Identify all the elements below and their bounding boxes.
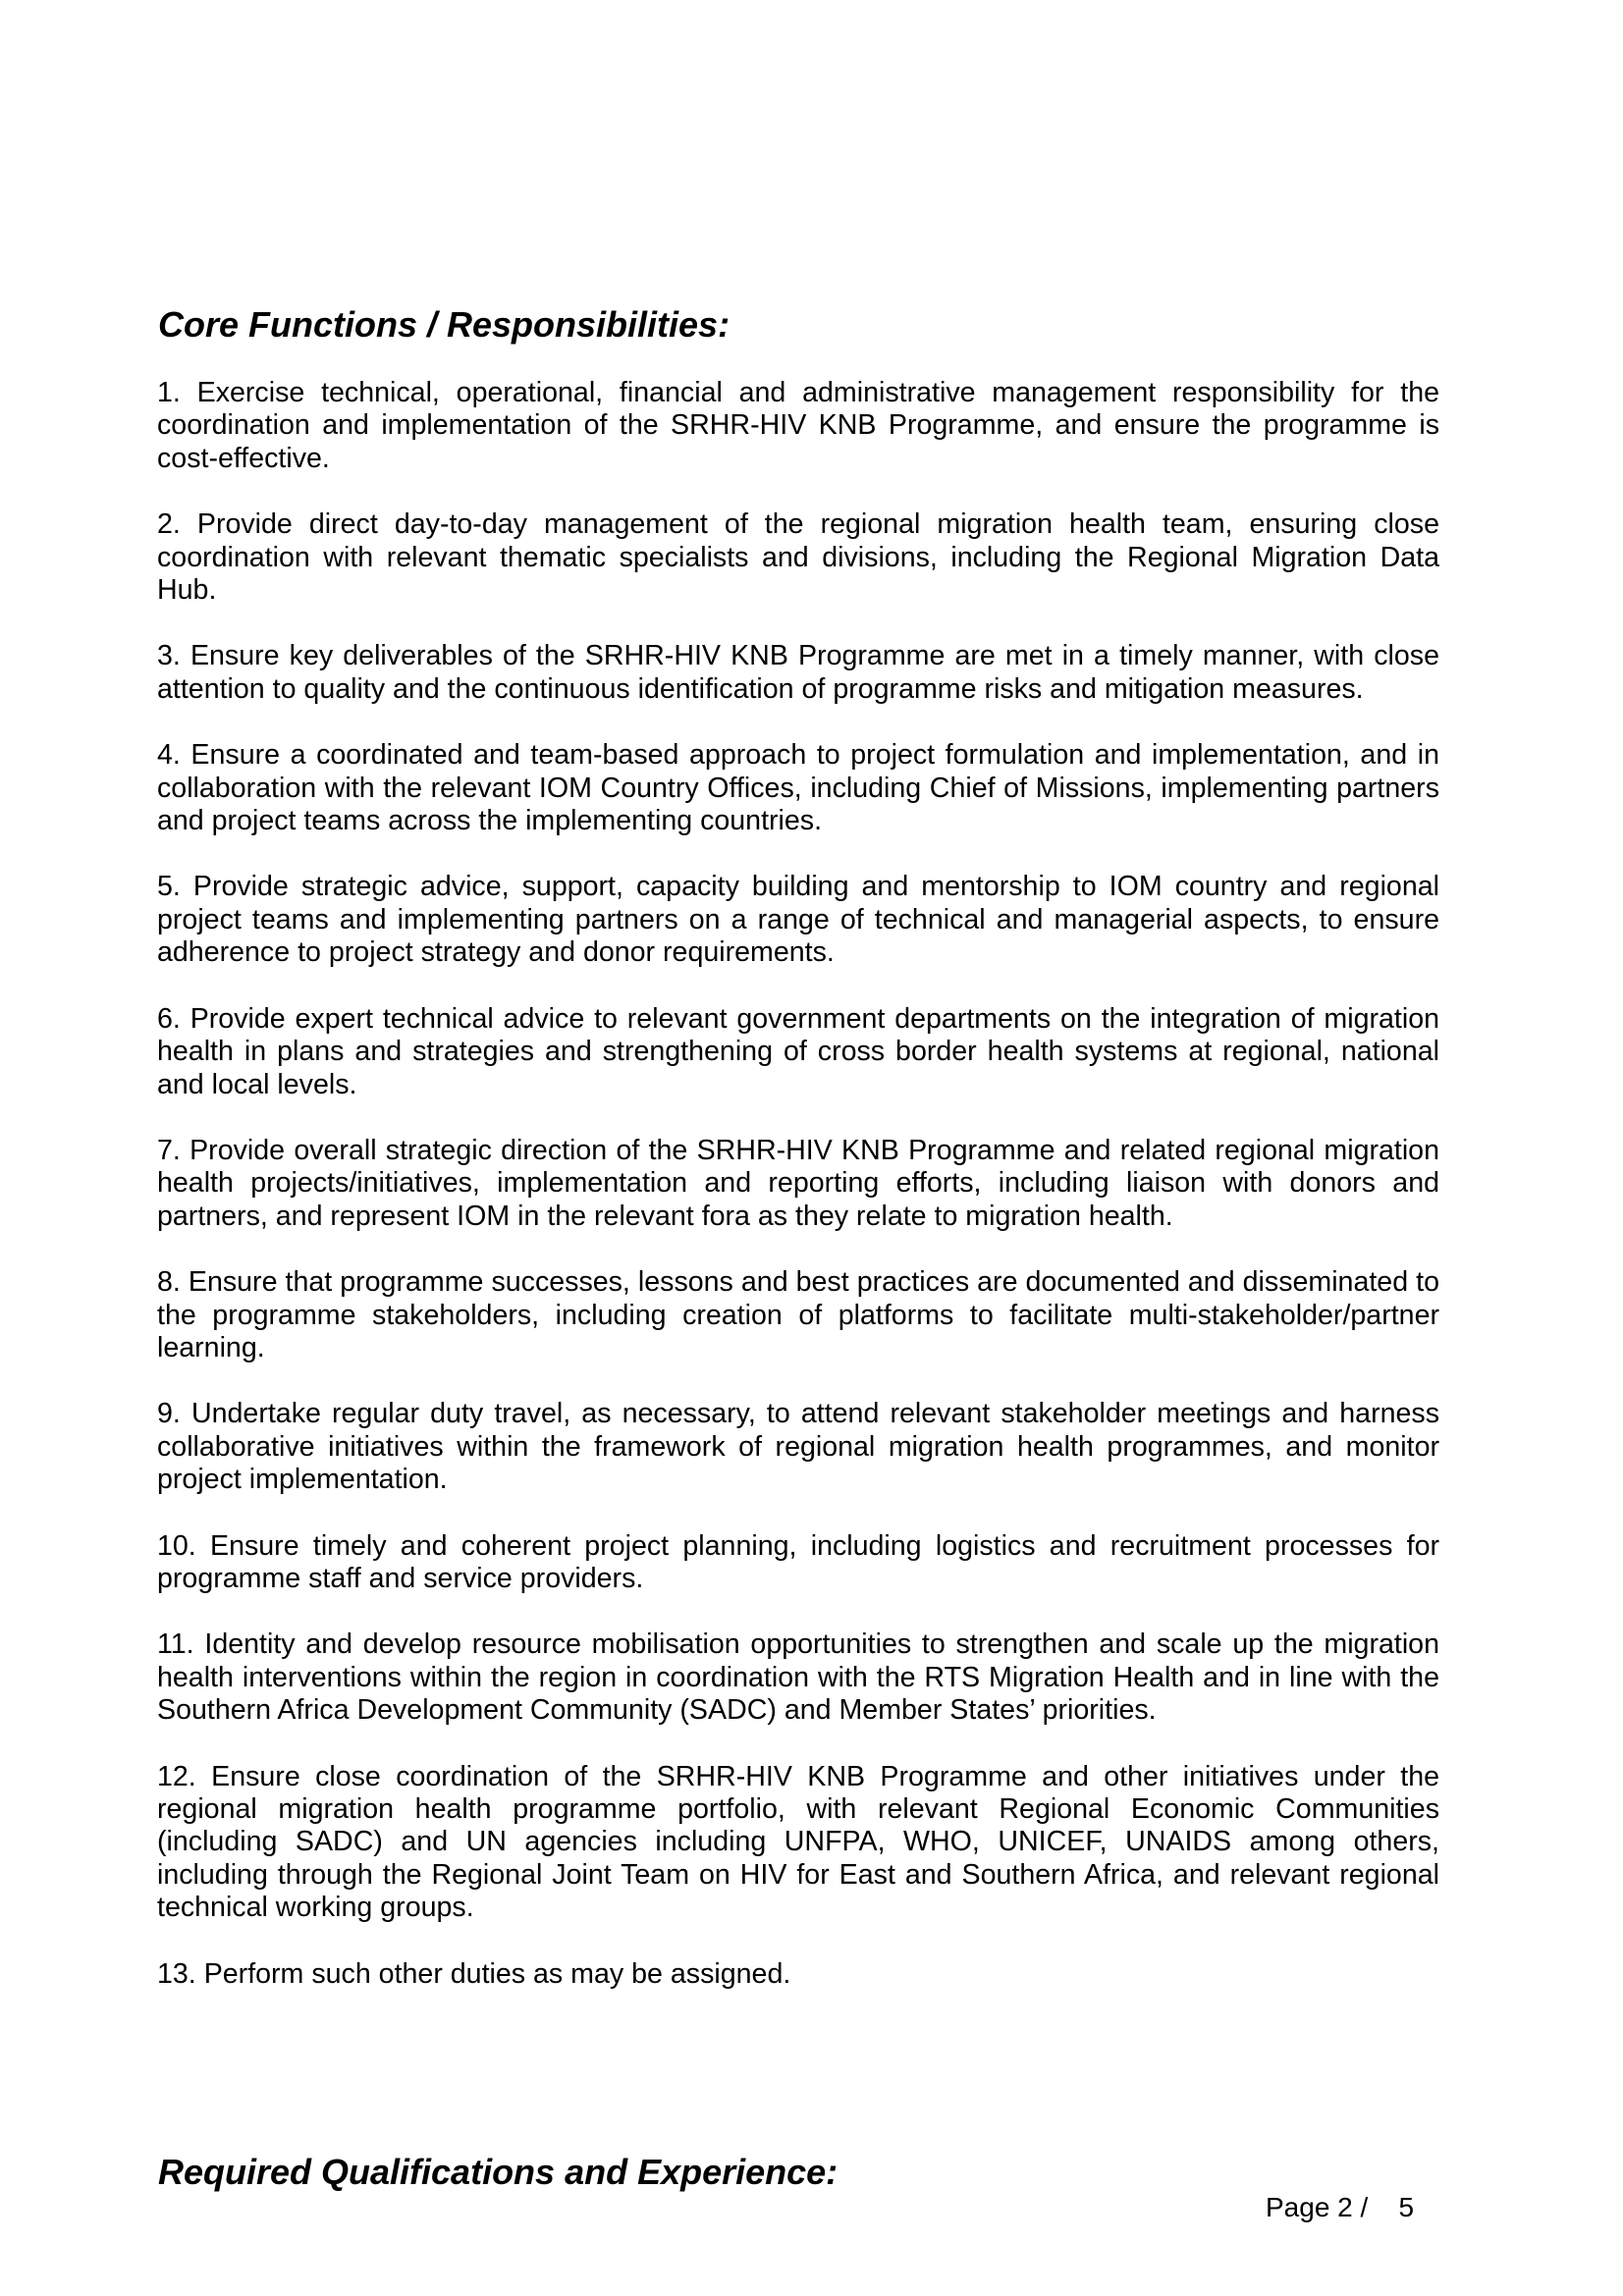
responsibility-item: 12. Ensure close coordination of the SRHR-HIV KNB Programme and other initiatives under the regional migration health programme portfolio, with relevant Regional Economic Communities (including SADC) and UN agencies including UNFPA, WHO, UNICEF, UNAIDS among others, including through the Regional Joint Team on HIV for East and Southern Africa, and relevant regional technical working groups. <box>157 1760 1439 1924</box>
page-number-label: Page 2 / <box>1266 2192 1369 2222</box>
responsibility-item: 3. Ensure key deliverables of the SRHR-HIV KNB Programme are met in a timely manner, with close attention to quality and the continuous identification of programme risks and mitigation measures. <box>157 640 1439 705</box>
page-total: 5 <box>1398 2192 1415 2222</box>
responsibility-item: 2. Provide direct day-to-day management of the regional migration health team, ensuring close coordination with relevant thematic specialists and divisions, including the Regional Migration Data Hub. <box>157 508 1439 607</box>
responsibility-item: 6. Provide expert technical advice to relevant government departments on the integration of migration health in plans and strategies and strengthening of cross border health systems at regional, national and local levels. <box>157 1002 1439 1100</box>
responsibility-item: 11. Identity and develop resource mobilisation opportunities to strengthen and scale up the migration health interventions within the region in coordination with the RTS Migration Health and in line with the Southern Africa Development Community (SADC) and Member States’ priorities. <box>157 1629 1439 1727</box>
core-functions-heading: Core Functions / Responsibilities: <box>158 304 730 345</box>
responsibility-item: 5. Provide strategic advice, support, capacity building and mentorship to IOM country and regional project teams and implementing partners on a range of technical and managerial aspects, to ensure adherence to project strategy and donor requirements. <box>157 871 1439 969</box>
responsibility-item: 8. Ensure that programme successes, lessons and best practices are documented and disseminated to the programme stakeholders, including creation of platforms to facilitate multi-stakeholder/partner learning. <box>157 1266 1439 1363</box>
responsibility-item: 4. Ensure a coordinated and team-based approach to project formulation and implementation, and in collaboration with the relevant IOM Country Offices, including Chief of Missions, implementing partners and project teams across the implementing countries. <box>157 739 1439 837</box>
responsibility-item: 1. Exercise technical, operational, financial and administrative management responsibility for the coordination and implementation of the SRHR-HIV KNB Programme, and ensure the programme is cost-effective. <box>157 377 1439 474</box>
responsibility-item: 10. Ensure timely and coherent project planning, including logistics and recruitment processes for programme staff and service providers. <box>157 1529 1439 1594</box>
responsibility-item: 7. Provide overall strategic direction of the SRHR-HIV KNB Programme and related regional migration health projects/initiatives, implementation and reporting efforts, including liaison with donors and partners, and represent IOM in the relevant fora as they relate to migration health. <box>157 1134 1439 1232</box>
responsibility-item: 9. Undertake regular duty travel, as necessary, to attend relevant stakeholder meetings and harness collaborative initiatives within the framework of regional migration health programmes, and monitor project implementation. <box>157 1398 1439 1496</box>
responsibility-item: 13. Perform such other duties as may be assigned. <box>157 1957 791 1990</box>
page-footer <box>1266 2192 1414 2223</box>
responsibilities-list <box>157 377 1439 2024</box>
qualifications-heading: Required Qualifications and Experience: <box>158 2152 839 2192</box>
